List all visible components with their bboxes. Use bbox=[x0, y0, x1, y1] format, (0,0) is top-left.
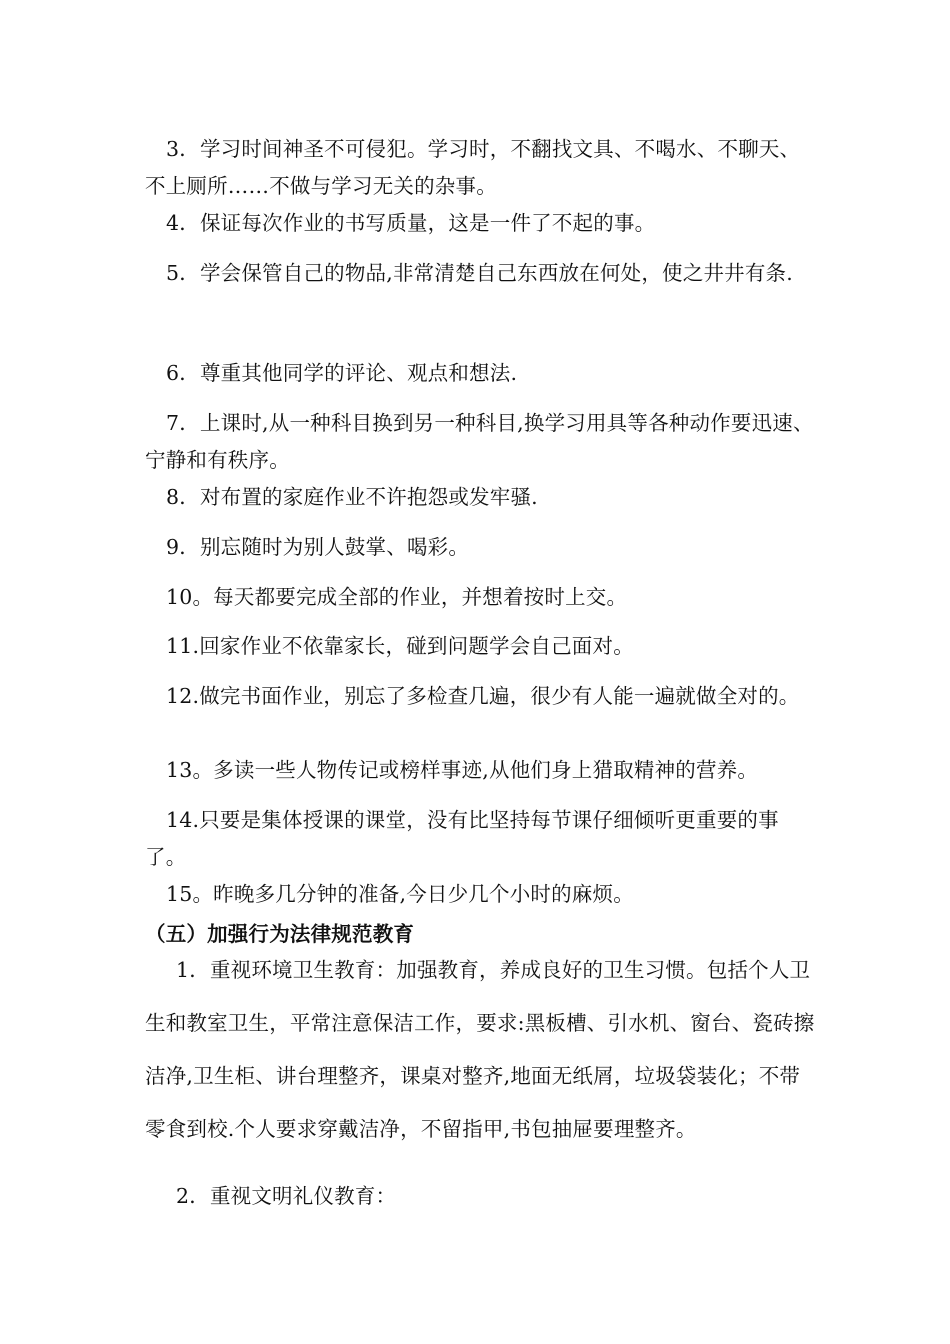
rule-item-15: 15。昨晚多几分钟的准备,今日少几个小时的麻烦。 bbox=[166, 882, 634, 906]
rule-item-7: 7．上课时,从一种科目换到另一种科目,换学习用具等各种动作要迅速、宁静和有秩序。 bbox=[145, 411, 814, 472]
section-heading: （五）加强行为法律规范教育 bbox=[145, 922, 415, 946]
rule-item-8: 8．对布置的家庭作业不许抱怨或发牢骚. bbox=[166, 485, 538, 509]
rule-item-11: 11.回家作业不依靠家长，碰到问题学会自己面对。 bbox=[166, 634, 634, 658]
rule-item-13: 13。多读一些人物传记或榜样事迹,从他们身上猎取精神的营养。 bbox=[166, 758, 759, 782]
section-point-2: 2．重视文明礼仪教育： bbox=[176, 1184, 397, 1208]
rule-item-12: 12.做完书面作业，别忘了多检查几遍，很少有人能一遍就做全对的。 bbox=[166, 684, 800, 708]
section-point-1: 1．重视环境卫生教育：加强教育，养成良好的卫生习惯。包括个人卫生和教室卫生，平常注意保洁工作，要求:黑板槽、引水机、窗台、瓷砖擦洁净,卫生柜、讲台理整齐，课桌对整齐,地面无纸屑，垃圾袋装化；不带零食到校.个人要求穿戴洁净，不留指甲,书包抽屉要理整齐。 bbox=[145, 958, 815, 1141]
rule-item-4: 4．保证每次作业的书写质量，这是一件了不起的事。 bbox=[166, 211, 656, 235]
rule-item-6: 6．尊重其他同学的评论、观点和想法. bbox=[166, 361, 518, 385]
rule-item-9: 9．别忘随时为别人鼓掌、喝彩。 bbox=[166, 535, 470, 559]
rule-item-10: 10。每天都要完成全部的作业，并想着按时上交。 bbox=[166, 585, 628, 609]
rule-item-5: 5．学会保管自己的物品,非常清楚自己东西放在何处，使之井井有条. bbox=[166, 261, 793, 285]
rule-item-3: 3．学习时间神圣不可侵犯。学习时，不翻找文具、不喝水、不聊天、不上厕所……不做与学习无关的杂事。 bbox=[145, 137, 801, 198]
rule-item-14: 14.只要是集体授课的课堂，没有比坚持每节课仔细倾听更重要的事了。 bbox=[145, 808, 779, 869]
